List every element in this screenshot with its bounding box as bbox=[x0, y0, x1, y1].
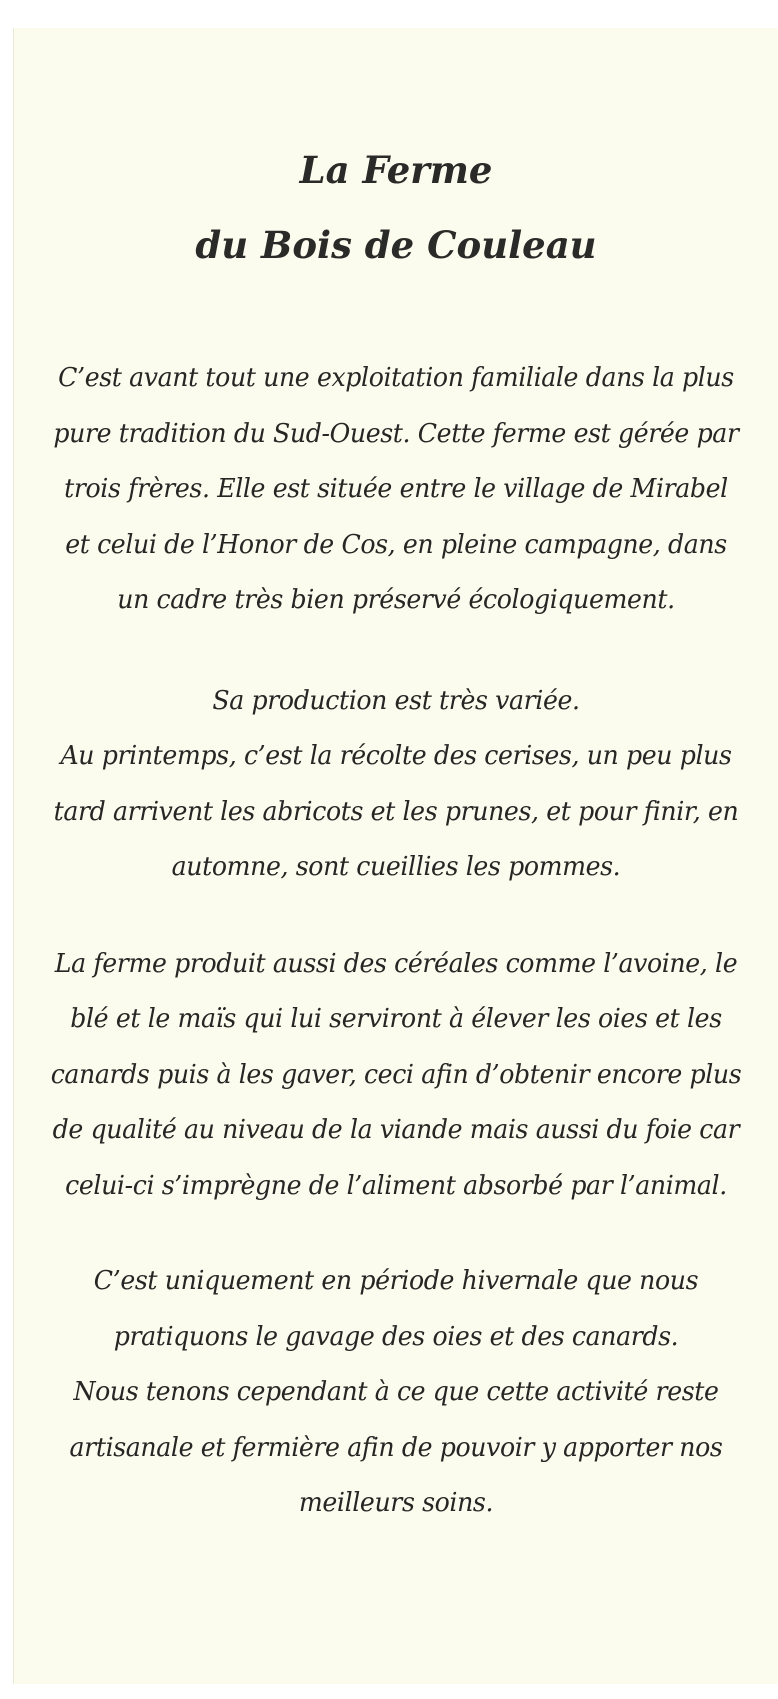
text-line: et celui de l’Honor de Cos, en pleine campagne, dans bbox=[65, 529, 727, 560]
text-line: artisanale et fermière afin de pouvoir y apporter nos bbox=[69, 1432, 723, 1463]
text-line: celui-ci s’imprègne de l’aliment absorbé par l’animal. bbox=[65, 1170, 727, 1201]
text-line: de qualité au niveau de la viande mais aussi du foie car bbox=[52, 1115, 740, 1145]
title-line-1: La Ferme bbox=[299, 148, 493, 192]
text-line: C’est uniquement en période hivernale que nous bbox=[93, 1266, 699, 1296]
paragraph-production bbox=[14, 674, 778, 896]
body-text bbox=[14, 351, 778, 1532]
text-line: canards puis à les gaver, ceci afin d’obtenir encore plus bbox=[50, 1059, 742, 1090]
text-line: La ferme produit aussi des céréales comme l’avoine, le bbox=[54, 948, 738, 979]
text-line: pure tradition du Sud-Ouest. Cette ferme est gérée par bbox=[53, 418, 739, 449]
text-line: Au printemps, c’est la récolte des cerises, un peu plus bbox=[60, 741, 732, 771]
page-title bbox=[14, 133, 778, 283]
paragraph-intro bbox=[14, 351, 778, 629]
text-line: Sa production est très variée. bbox=[212, 685, 580, 716]
title-line-2: du Bois de Couleau bbox=[195, 223, 597, 267]
text-line: C’est avant tout une exploitation familiale dans la plus bbox=[58, 363, 734, 393]
paragraph-gap bbox=[14, 1214, 778, 1254]
paragraph-cereals bbox=[14, 937, 778, 1215]
text-line: trois frères. Elle est située entre le village de Mirabel bbox=[64, 474, 728, 504]
text-line: automne, sont cueillies les pommes. bbox=[171, 852, 621, 882]
paragraph-gap bbox=[14, 896, 778, 937]
text-line: blé et le maïs qui lui serviront à élever les oies et les bbox=[70, 1004, 722, 1034]
text-line: un cadre très bien préservé écologiquement. bbox=[117, 585, 675, 615]
text-line: meilleurs soins. bbox=[298, 1488, 494, 1518]
text-line: tard arrivent les abricots et les prunes, et pour finir, en bbox=[53, 796, 739, 827]
text-line: Nous tenons cependant à ce que cette activité reste bbox=[73, 1377, 719, 1407]
paragraph-gap bbox=[14, 629, 778, 674]
leaflet-card bbox=[14, 28, 778, 1684]
text-line: pratiquons le gavage des oies et des canards. bbox=[113, 1321, 679, 1352]
paragraph-gavage bbox=[14, 1254, 778, 1532]
